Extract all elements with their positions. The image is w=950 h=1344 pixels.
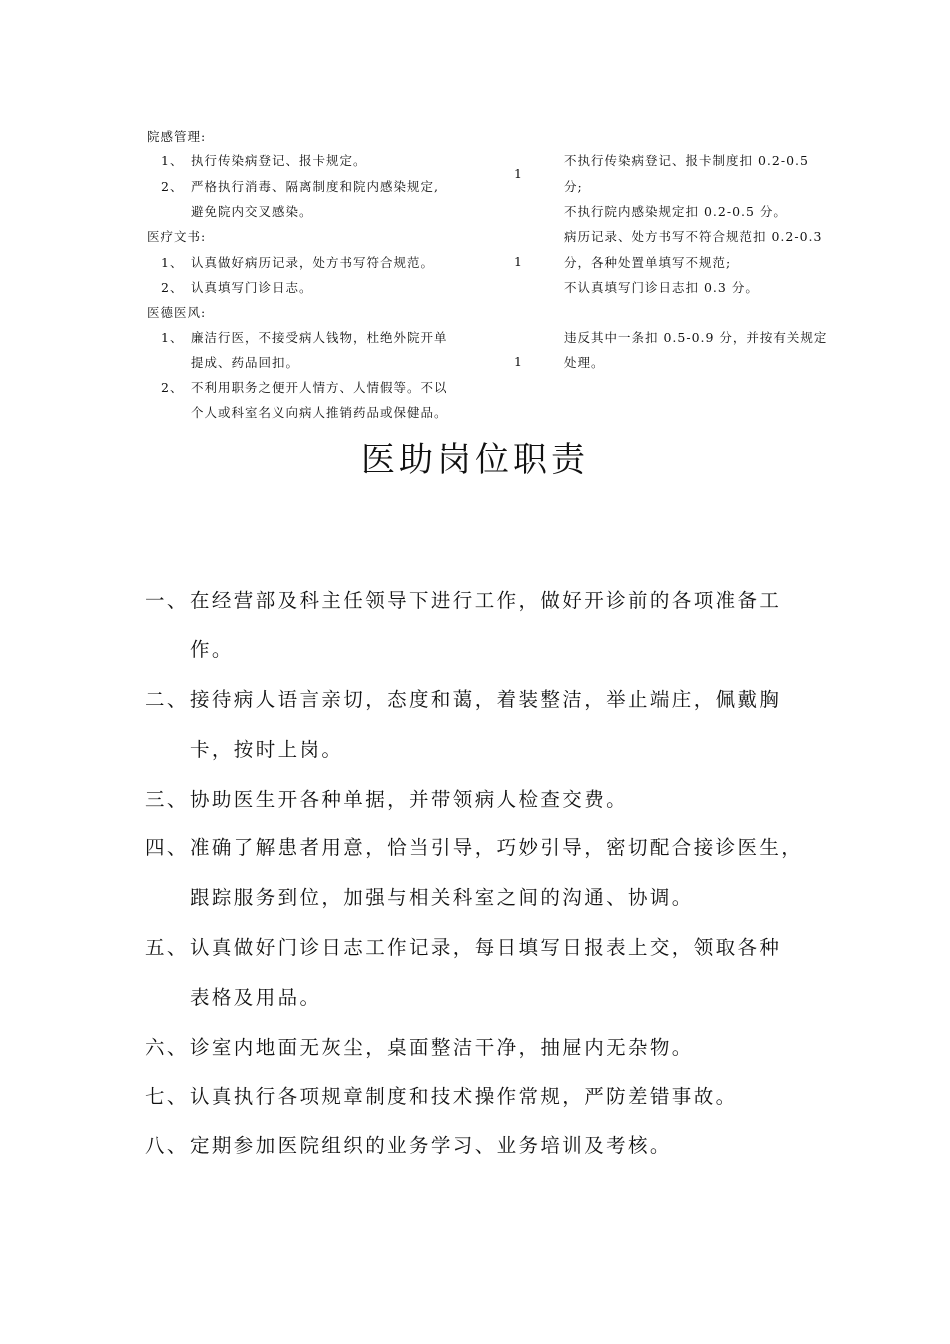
duty-number: 二、 <box>145 688 189 711</box>
deduction-text: 病历记录、处方书写不符合规范扣 0.2-0.3 <box>564 229 823 244</box>
duty-number: 五、 <box>145 936 189 959</box>
duty-text: 卡，按时上岗。 <box>190 738 344 761</box>
section-heading-infection-control: 院感管理: <box>147 129 207 144</box>
score-value: 1 <box>514 254 522 269</box>
item-text: 廉洁行医，不接受病人钱物，杜绝外院开单 <box>191 330 448 345</box>
item-text: 严格执行消毒、隔离制度和院内感染规定, <box>191 179 439 194</box>
item-number: 2、 <box>161 280 184 295</box>
duty-text: 表格及用品。 <box>190 986 322 1009</box>
deduction-text: 违反其中一条扣 0.5-0.9 分，并按有关规定 <box>564 330 828 345</box>
item-number: 2、 <box>161 179 184 194</box>
duty-text: 协助医生开各种单据，并带领病人检查交费。 <box>190 788 629 811</box>
duty-number: 七、 <box>145 1085 189 1108</box>
item-number: 1、 <box>161 255 184 270</box>
item-text: 认真填写门诊日志。 <box>191 280 313 295</box>
duty-text: 作。 <box>190 638 234 661</box>
duty-text: 认真做好门诊日志工作记录，每日填写日报表上交，领取各种 <box>190 936 782 959</box>
item-text: 认真做好病历记录，处方书写符合规范。 <box>191 255 435 270</box>
item-number: 1、 <box>161 330 184 345</box>
page-title: 医助岗位职责 <box>361 440 589 480</box>
duty-number: 一、 <box>145 589 189 612</box>
duty-number: 三、 <box>145 788 189 811</box>
section-heading-medical-records: 医疗文书: <box>147 229 207 244</box>
duty-number: 六、 <box>145 1036 189 1059</box>
score-value: 1 <box>514 166 522 181</box>
duty-text: 认真执行各项规章制度和技术操作常规，严防差错事故。 <box>190 1085 738 1108</box>
item-text: 个人或科室名义向病人推销药品或保健品。 <box>191 405 448 420</box>
item-text: 提成、药品回扣。 <box>191 355 300 370</box>
duty-text: 接待病人语言亲切，态度和蔼，着装整洁，举止端庄，佩戴胸 <box>190 688 782 711</box>
item-number: 2、 <box>161 380 184 395</box>
deduction-text: 处理。 <box>564 355 605 370</box>
duty-text: 准确了解患者用意，恰当引导，巧妙引导，密切配合接诊医生， <box>190 836 804 859</box>
item-number: 1、 <box>161 153 184 168</box>
duty-number: 四、 <box>145 836 189 859</box>
duty-text: 诊室内地面无灰尘，桌面整洁干净，抽屉内无杂物。 <box>190 1036 694 1059</box>
duty-text: 在经营部及科主任领导下进行工作，做好开诊前的各项准备工 <box>190 589 782 612</box>
duty-number: 八、 <box>145 1134 189 1157</box>
duty-text: 定期参加医院组织的业务学习、业务培训及考核。 <box>190 1134 672 1157</box>
score-value: 1 <box>514 354 522 369</box>
section-heading-ethics: 医德医风: <box>147 305 207 320</box>
deduction-text: 分; <box>564 179 583 194</box>
deduction-text: 分，各种处置单填写不规范; <box>564 255 732 270</box>
item-text: 执行传染病登记、报卡规定。 <box>191 153 367 168</box>
duty-text: 跟踪服务到位，加强与相关科室之间的沟通、协调。 <box>190 886 694 909</box>
deduction-text: 不执行院内感染规定扣 0.2-0.5 分。 <box>564 204 787 219</box>
deduction-text: 不认真填写门诊日志扣 0.3 分。 <box>564 280 759 295</box>
item-text: 不利用职务之便开人情方、人情假等。不以 <box>191 380 448 395</box>
item-text: 避免院内交叉感染。 <box>191 204 313 219</box>
deduction-text: 不执行传染病登记、报卡制度扣 0.2-0.5 <box>564 153 809 168</box>
